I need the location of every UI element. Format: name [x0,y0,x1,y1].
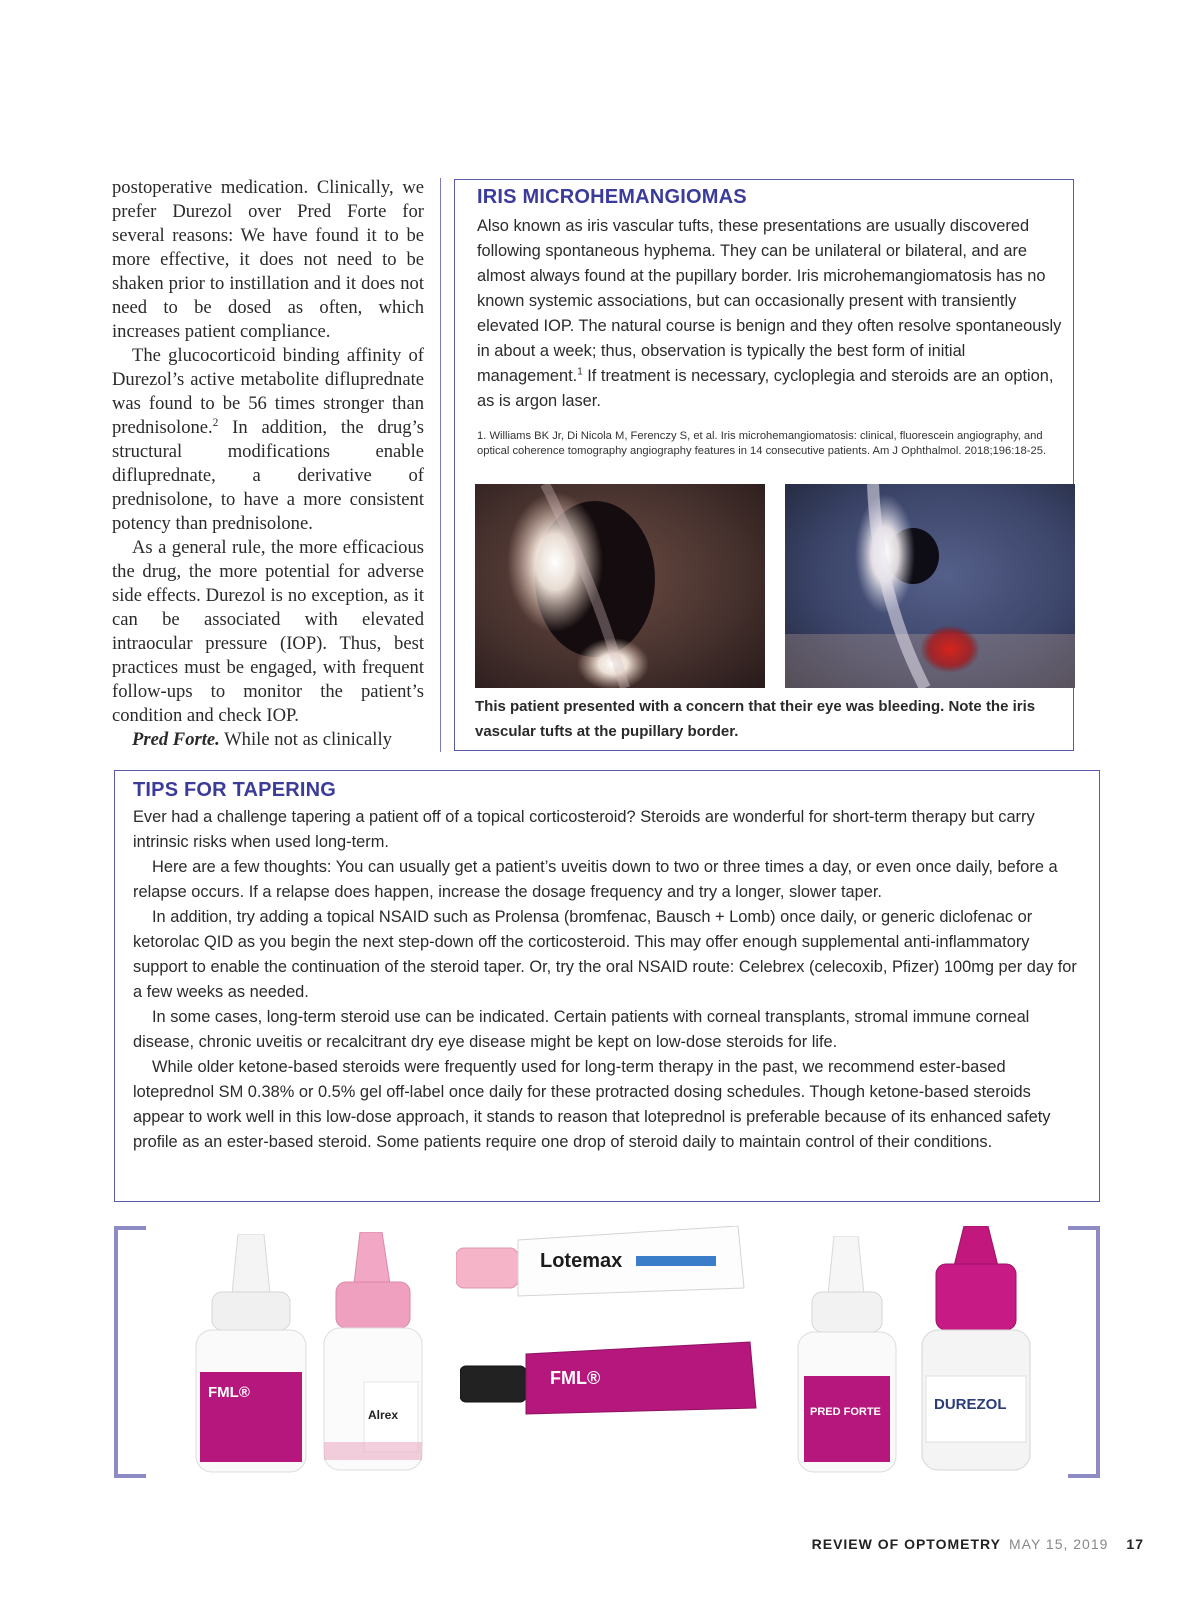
reference: 1. Williams BK Jr, Di Nicola M, Ferenczy S, et al. Iris microhemangiomatosis: clinical, fluorescein angiography, and optical coherence tomography angiography features in 14 consecutive patients. Am J Ophthalmol. 2018;196:18-25. [477,430,1047,457]
fml-liquifilm-bottle [190,1234,312,1474]
product-photo [114,1226,1100,1481]
paragraph: In addition, try adding a topical NSAID such as Prolensa (bromfenac, Bausch + Lomb) once daily, or generic diclofenac or ketorolac QID as you begin the next step-down off the corticosteroid. This may offer enough supplemental anti-inflammatory support to enable the continuation of the steroid taper. Or, try the oral NSAID route: Celebrex (celecoxib, Pfizer) 100mg per day for a few weeks as needed. [133,908,1077,1001]
body-text-column [112,176,424,752]
lotemax-tube [456,1226,756,1310]
paragraph: Pred Forte. While not as clinically [132,729,392,750]
durezol-bottle [918,1226,1034,1472]
issue-date: MAY 15, 2019 [1008,1536,1109,1552]
paragraph: While older ketone-based steroids were frequently used for long-term therapy in the past, we recommend ester-based loteprednol SM 0.38% or 0.5% gel off-label once daily for these protracted dosing schedules. Though ketone-based steroids appear to work well in this low-dose approach, it stands to reason that loteprednol is preferable because of its enhanced safety profile as an ester-based steroid. Some patients require one drop of steroid daily to maintain control of their conditions. [133,1058,1051,1151]
product-label: PRED FORTE [810,1406,881,1418]
photo-caption: This patient presented with a concern that their eye was bleeding. Note the iris vascular tufts at the pupillary border. [475,698,1036,740]
iris-sidebar [454,179,1074,751]
publication-name: REVIEW OF OPTOMETRY [811,1536,1001,1552]
page-number: 17 [1126,1536,1144,1552]
paragraph: In some cases, long-term steroid use can be indicated. Certain patients with corneal transplants, stromal immune corneal disease, chronic uveitis or recalcitrant dry eye disease might be kept on low-dose steroids for life. [133,1008,1030,1051]
product-label: DUREZOL [934,1396,1007,1413]
sidebar-title: TIPS FOR TAPERING [133,779,337,801]
page-footer [812,1536,1144,1552]
pred-forte-bottle [794,1236,900,1474]
eye-photo-left [475,484,765,688]
sidebar-body [133,805,1083,1155]
product-label: FML® [208,1384,250,1401]
product-label: FML® [550,1368,601,1388]
bracket-left [114,1226,146,1478]
run-in-heading: Pred Forte. [132,729,220,750]
product-label: Alrex [368,1408,399,1422]
paragraph: Here are a few thoughts: You can usually get a patient’s uveitis down to two or three times a day, or even once daily, before a relapse occurs. If a relapse does happen, increase the dosage frequency and try a longer, slower taper. [133,858,1058,901]
paragraph: postoperative medication. Clinically, we prefer Durezol over Pred Forte for several reasons: We have found it to be more effective, it does not need to be shaken prior to instillation and it does not need to be dosed as often, which increases patient compliance. [112,177,424,342]
alrex-bottle [320,1232,426,1472]
bracket-right [1068,1226,1100,1478]
paragraph: As a general rule, the more efficacious the drug, the more potential for adverse side effects. Durezol is no exception, as it can be associated with elevated intraocular pressure (IOP). Thus, best practices must be engaged, with frequent follow-ups to monitor the patient’s condition and check IOP. [112,537,424,726]
product-label: Lotemax [540,1250,623,1272]
eye-photo-right [785,484,1075,688]
paragraph: The glucocorticoid binding affinity of Durezol’s active metabolite difluprednate was found to be 56 times stronger than prednisolone.$^2$ In addition, the drug’s structural modifications enable difluprednate, a derivative of prednisolone, to have a more consistent potency than prednisolone. [112,345,424,534]
paragraph: Ever had a challenge tapering a patient off of a topical corticosteroid? Steroids are wonderful for short-term therapy but carry intrinsic risks when used long-term. [133,808,1035,851]
fml-ointment-tube [460,1336,766,1426]
column-divider [440,178,441,752]
sidebar-title: IRIS MICROHEMANGIOMAS [477,186,747,208]
sidebar-body: Also known as iris vascular tufts, these presentations are usually discovered following spontaneous hyphema. They can be unilateral or bilateral, and are almost always found at the pupillary border. Iris microhemangiomatosis has no known systemic associations, but can occasionally present with transiently elevated IOP. The natural course is benign and they often resolve spontaneously in about a week; thus, observation is typically the best form of initial management.$^1$ If treatment is necessary, cycloplegia and steroids are an option, as is argon laser. [477,217,1062,410]
tapering-sidebar [114,770,1100,1202]
